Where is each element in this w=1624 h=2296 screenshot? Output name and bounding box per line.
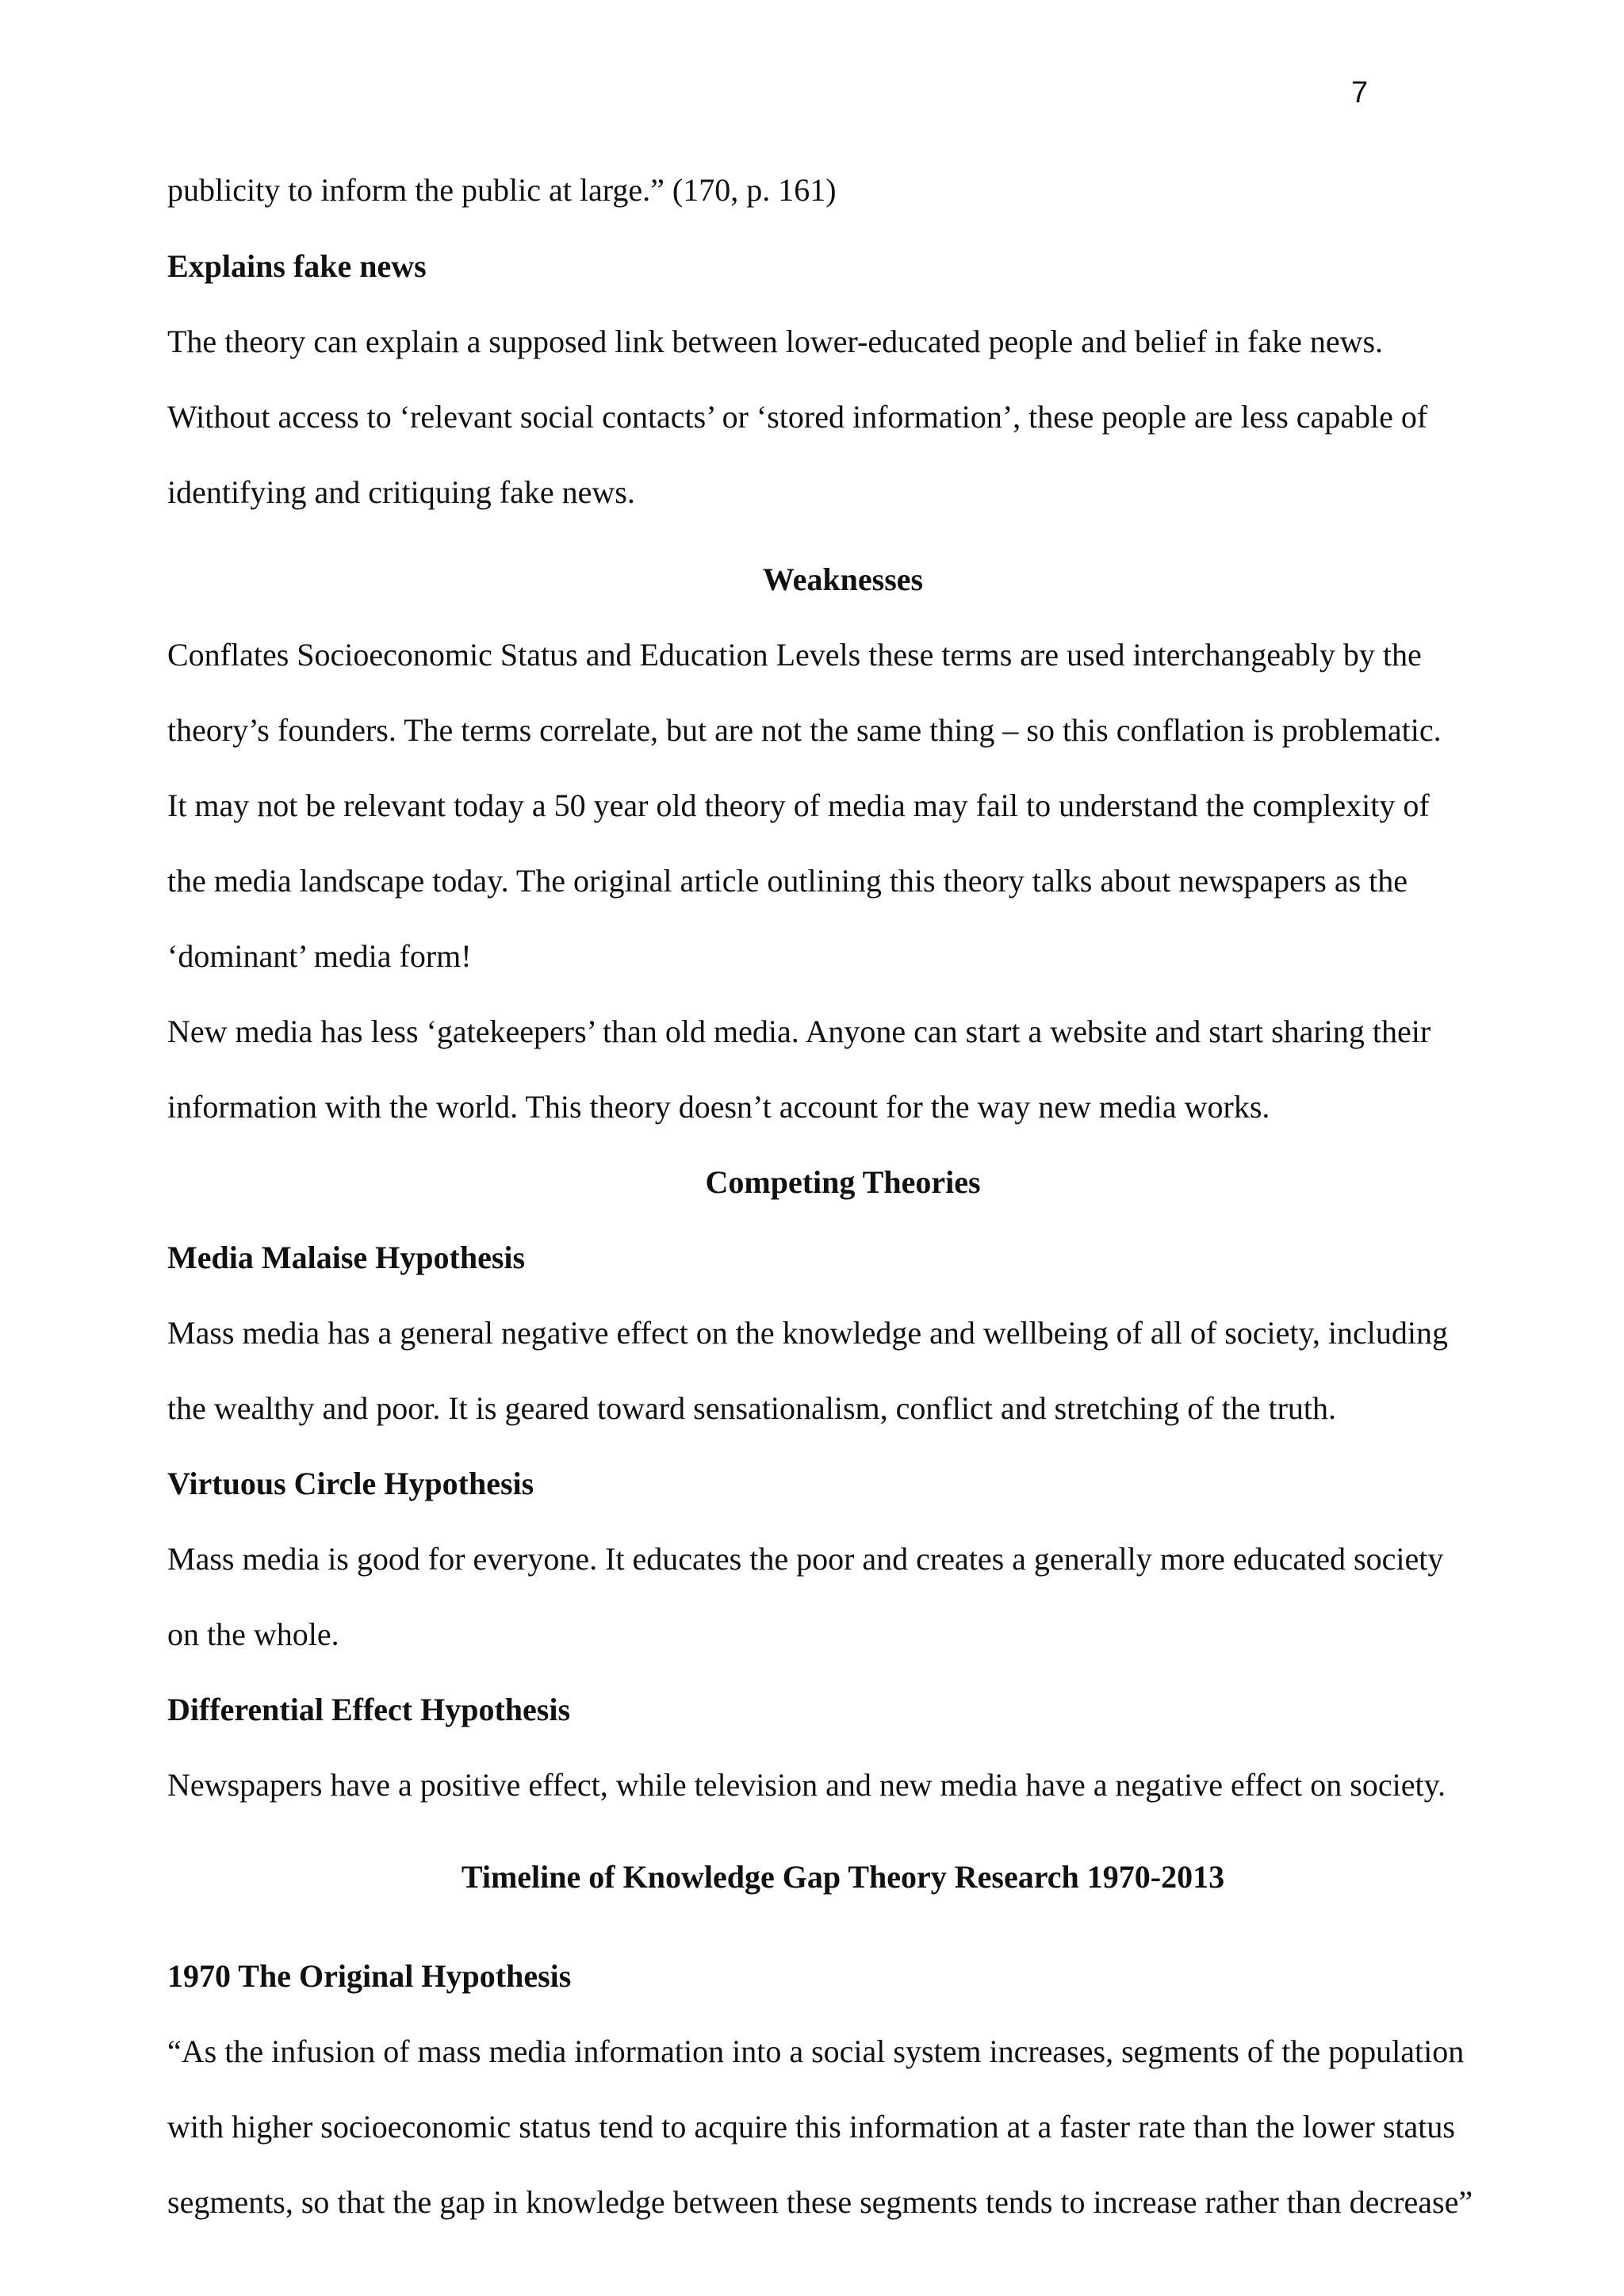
- body-line: the wealthy and poor. It is geared toward sensationalism, conflict and stretching of the truth.: [167, 1390, 1337, 1426]
- body-line: Mass media is good for everyone. It educates the poor and creates a generally more educated society: [167, 1541, 1444, 1577]
- section-heading-weaknesses: Weaknesses: [762, 562, 924, 597]
- body-line: segments, so that the gap in knowledge between these segments tends to increase rather than decrease”: [167, 2184, 1473, 2220]
- body-line: ‘dominant’ media form!: [167, 938, 472, 974]
- body-line: with higher socioeconomic status tend to acquire this information at a faster rate than the lower status: [167, 2109, 1455, 2145]
- body-line: identifying and critiquing fake news.: [167, 474, 635, 510]
- subheading-1970-original-hypothesis: 1970 The Original Hypothesis: [167, 1958, 572, 1994]
- subheading-virtuous-circle: Virtuous Circle Hypothesis: [167, 1466, 534, 1501]
- body-line: The theory can explain a supposed link between lower-educated people and belief in fake news.: [167, 324, 1384, 359]
- body-line: Without access to ‘relevant social contacts’ or ‘stored information’, these people are less capable of: [167, 399, 1428, 435]
- section-heading-competing-theories: Competing Theories: [705, 1164, 981, 1200]
- body-line: Conflates Socioeconomic Status and Education Levels these terms are used interchangeably by the: [167, 637, 1422, 673]
- subheading-media-malaise: Media Malaise Hypothesis: [167, 1240, 526, 1275]
- body-line: Newspapers have a positive effect, while television and new media have a negative effect on society.: [167, 1767, 1446, 1803]
- body-line: Mass media has a general negative effect on the knowledge and wellbeing of all of society, including: [167, 1315, 1449, 1351]
- body-line: New media has less ‘gatekeepers’ than old media. Anyone can start a website and start sharing their: [167, 1014, 1431, 1049]
- section-heading-timeline: Timeline of Knowledge Gap Theory Research 1970-2013: [461, 1859, 1225, 1895]
- subheading-explains-fake-news: Explains fake news: [167, 248, 427, 284]
- body-line: “As the infusion of mass media information into a social system increases, segments of the population: [167, 2033, 1465, 2069]
- body-line: the media landscape today. The original article outlining this theory talks about newspapers as the: [167, 863, 1408, 899]
- body-line: theory’s founders. The terms correlate, but are not the same thing – so this conflation is problematic.: [167, 712, 1442, 748]
- subheading-differential-effect: Differential Effect Hypothesis: [167, 1692, 571, 1727]
- body-line: information with the world. This theory doesn’t account for the way new media works.: [167, 1089, 1270, 1125]
- body-line: on the whole.: [167, 1616, 339, 1652]
- body-line: It may not be relevant today a 50 year old theory of media may fail to understand the complexity of: [167, 788, 1430, 823]
- page-number: 7: [1351, 76, 1369, 109]
- body-line: publicity to inform the public at large.” (170, p. 161): [167, 172, 837, 208]
